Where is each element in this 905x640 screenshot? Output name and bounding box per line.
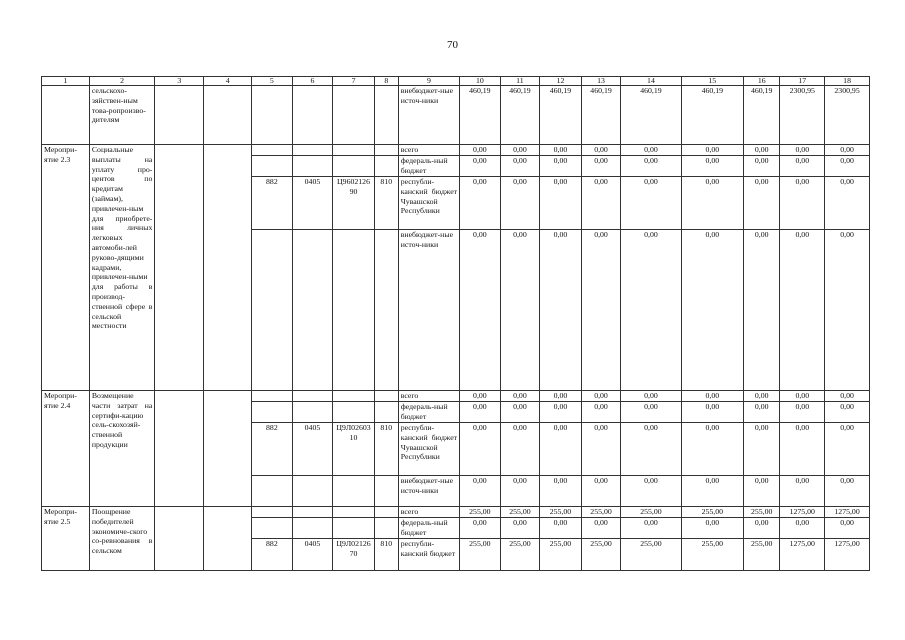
value-cell: 0,00 (460, 391, 501, 402)
value-cell: 0,00 (581, 156, 621, 177)
value-cell: 0,00 (825, 156, 870, 177)
empty-cell (333, 476, 375, 507)
empty-cell (374, 391, 398, 402)
empty-cell (333, 391, 375, 402)
column-number-17: 17 (780, 77, 825, 86)
value-cell: 255,00 (500, 539, 540, 571)
column-number-11: 11 (500, 77, 540, 86)
empty-cell (252, 476, 293, 507)
empty-cell (333, 86, 375, 145)
value-cell: 0,00 (744, 391, 780, 402)
column-number-row (42, 77, 870, 86)
empty-cell (292, 145, 333, 156)
measure-label: Меропри-ятие 2.5 (42, 507, 90, 571)
measure-row (42, 145, 870, 156)
value-cell: 460,19 (540, 86, 582, 145)
value-cell: 0,00 (540, 145, 582, 156)
value-cell: 255,00 (621, 507, 681, 518)
value-cell: 0,00 (500, 423, 540, 476)
value-cell: 0,00 (744, 423, 780, 476)
value-cell: 0,00 (681, 145, 743, 156)
value-cell: 0,00 (780, 402, 825, 423)
value-cell: 0,00 (780, 145, 825, 156)
grbs-code: 882 (252, 177, 293, 230)
value-cell: 0,00 (780, 423, 825, 476)
value-cell: 0,00 (500, 391, 540, 402)
column-number-10: 10 (460, 77, 501, 86)
value-cell: 2300,95 (780, 86, 825, 145)
value-cell: 0,00 (621, 402, 681, 423)
empty-cell (252, 507, 293, 518)
empty-cell (292, 156, 333, 177)
value-cell: 255,00 (581, 539, 621, 571)
empty-cell (374, 156, 398, 177)
empty-cell (333, 402, 375, 423)
value-cell: 0,00 (744, 230, 780, 391)
column-number-1: 1 (42, 77, 90, 86)
value-cell: 0,00 (621, 145, 681, 156)
page-number: 70 (447, 39, 458, 51)
measure-label: Меропри-ятие 2.4 (42, 391, 90, 507)
column-number-12: 12 (540, 77, 582, 86)
value-cell: 0,00 (780, 476, 825, 507)
empty-cell (333, 156, 375, 177)
value-cell: 0,00 (581, 145, 621, 156)
value-cell: 460,19 (581, 86, 621, 145)
value-cell: 0,00 (825, 423, 870, 476)
value-cell: 0,00 (581, 177, 621, 230)
value-cell: 0,00 (500, 476, 540, 507)
value-cell: 0,00 (825, 476, 870, 507)
empty-cell (292, 391, 333, 402)
expense-type-code: 810 (374, 423, 398, 476)
funding-source: всего (398, 391, 459, 402)
value-cell: 0,00 (621, 230, 681, 391)
value-cell: 0,00 (500, 145, 540, 156)
value-cell: 0,00 (540, 402, 582, 423)
empty-cell (333, 518, 375, 539)
funding-source-cell: внебюджет-ные источ-ники (398, 86, 459, 145)
measure-label-cell (42, 86, 90, 145)
empty-cell (252, 156, 293, 177)
value-cell: 0,00 (500, 177, 540, 230)
value-cell: 0,00 (540, 476, 582, 507)
value-cell: 0,00 (780, 177, 825, 230)
funding-source: всего (398, 507, 459, 518)
empty-cell (204, 86, 252, 145)
value-cell: 255,00 (744, 539, 780, 571)
value-cell: 255,00 (540, 507, 582, 518)
value-cell: 0,00 (621, 156, 681, 177)
empty-cell (333, 507, 375, 518)
measure-label: Меропри-ятие 2.3 (42, 145, 90, 391)
value-cell: 0,00 (780, 391, 825, 402)
empty-cell (252, 145, 293, 156)
measure-row (42, 507, 870, 518)
value-cell: 0,00 (540, 156, 582, 177)
empty-cell (204, 391, 252, 507)
value-cell: 0,00 (581, 391, 621, 402)
empty-cell (155, 391, 204, 507)
column-number-4: 4 (204, 77, 252, 86)
value-cell: 0,00 (460, 423, 501, 476)
empty-cell (333, 145, 375, 156)
empty-cell (252, 230, 293, 391)
expense-type-code: 810 (374, 539, 398, 571)
value-cell: 460,19 (744, 86, 780, 145)
value-cell: 0,00 (540, 391, 582, 402)
value-cell: 0,00 (581, 518, 621, 539)
column-number-3: 3 (155, 77, 204, 86)
empty-cell (374, 518, 398, 539)
funding-source: федераль-ный бюджет (398, 402, 459, 423)
empty-cell (292, 507, 333, 518)
value-cell: 0,00 (500, 518, 540, 539)
measure-name: Поощрение победителей экономиче-ского со-ревнования в сельском (89, 507, 155, 571)
funding-source: внебюджет-ные источ-ники (398, 230, 459, 391)
empty-cell (374, 86, 398, 145)
budget-table (41, 76, 870, 571)
value-cell: 0,00 (744, 145, 780, 156)
value-cell: 0,00 (540, 518, 582, 539)
empty-cell (374, 145, 398, 156)
target-article-code: Ц960212690 (333, 177, 375, 230)
measure-row (42, 391, 870, 402)
empty-cell (292, 518, 333, 539)
empty-cell (374, 507, 398, 518)
column-number-15: 15 (681, 77, 743, 86)
value-cell: 0,00 (825, 145, 870, 156)
target-article-code: Ц9Л0212670 (333, 539, 375, 571)
value-cell: 460,19 (460, 86, 501, 145)
value-cell: 0,00 (540, 230, 582, 391)
empty-cell (252, 402, 293, 423)
value-cell: 0,00 (621, 518, 681, 539)
value-cell: 0,00 (581, 402, 621, 423)
value-cell: 1275,00 (825, 507, 870, 518)
value-cell: 255,00 (540, 539, 582, 571)
value-cell: 0,00 (581, 476, 621, 507)
value-cell: 255,00 (460, 507, 501, 518)
column-number-8: 8 (374, 77, 398, 86)
value-cell: 0,00 (780, 230, 825, 391)
value-cell: 255,00 (581, 507, 621, 518)
value-cell: 255,00 (500, 507, 540, 518)
value-cell: 0,00 (744, 518, 780, 539)
empty-cell (252, 391, 293, 402)
column-number-18: 18 (825, 77, 870, 86)
empty-cell (155, 86, 204, 145)
empty-cell (204, 145, 252, 391)
value-cell: 0,00 (621, 177, 681, 230)
column-number-13: 13 (581, 77, 621, 86)
column-number-5: 5 (252, 77, 293, 86)
funding-source: федераль-ный бюджет (398, 156, 459, 177)
value-cell: 1275,00 (780, 507, 825, 518)
value-cell: 0,00 (460, 177, 501, 230)
value-cell: 0,00 (460, 156, 501, 177)
empty-cell (155, 507, 204, 571)
funding-source: республи-канский бюджет Чувашской Республики (398, 423, 459, 476)
value-cell: 0,00 (744, 402, 780, 423)
value-cell: 0,00 (460, 476, 501, 507)
funding-source: федераль-ный бюджет (398, 518, 459, 539)
value-cell: 0,00 (825, 518, 870, 539)
empty-cell (252, 518, 293, 539)
funding-source: всего (398, 145, 459, 156)
section-code: 0405 (292, 539, 333, 571)
column-number-6: 6 (292, 77, 333, 86)
value-cell: 0,00 (681, 476, 743, 507)
column-number-7: 7 (333, 77, 375, 86)
value-cell: 0,00 (540, 423, 582, 476)
empty-cell (204, 507, 252, 571)
expense-type-code: 810 (374, 177, 398, 230)
column-number-14: 14 (621, 77, 681, 86)
value-cell: 0,00 (681, 177, 743, 230)
empty-cell (292, 86, 333, 145)
measure-name-cell: сельскохо-зяйствен-ным това-ропроизво-дителям (89, 86, 155, 145)
value-cell: 1275,00 (825, 539, 870, 571)
target-article-code: Ц9Л0260310 (333, 423, 375, 476)
value-cell: 0,00 (681, 156, 743, 177)
value-cell: 255,00 (681, 539, 743, 571)
funding-source: республи-канский бюджет Чувашской Республики (398, 177, 459, 230)
empty-cell (155, 145, 204, 391)
column-number-16: 16 (744, 77, 780, 86)
value-cell: 0,00 (780, 518, 825, 539)
grbs-code: 882 (252, 539, 293, 571)
value-cell: 0,00 (581, 230, 621, 391)
continuation-row (42, 86, 870, 145)
value-cell: 0,00 (460, 230, 501, 391)
value-cell: 255,00 (681, 507, 743, 518)
empty-cell (374, 476, 398, 507)
value-cell: 0,00 (460, 145, 501, 156)
empty-cell (252, 86, 293, 145)
value-cell: 0,00 (460, 402, 501, 423)
value-cell: 0,00 (744, 476, 780, 507)
section-code: 0405 (292, 423, 333, 476)
value-cell: 0,00 (540, 177, 582, 230)
value-cell: 0,00 (500, 156, 540, 177)
value-cell: 0,00 (681, 391, 743, 402)
value-cell: 0,00 (621, 391, 681, 402)
value-cell: 2300,95 (825, 86, 870, 145)
value-cell: 0,00 (825, 402, 870, 423)
value-cell: 0,00 (681, 518, 743, 539)
empty-cell (374, 230, 398, 391)
value-cell: 0,00 (825, 230, 870, 391)
value-cell: 255,00 (744, 507, 780, 518)
measure-name: Возмещение части затрат на сертифи-кацию сель-скохозяй-ственной продукции (89, 391, 155, 507)
empty-cell (292, 230, 333, 391)
grbs-code: 882 (252, 423, 293, 476)
value-cell: 0,00 (681, 402, 743, 423)
value-cell: 0,00 (581, 423, 621, 476)
column-number-9: 9 (398, 77, 459, 86)
value-cell: 0,00 (460, 518, 501, 539)
value-cell: 1275,00 (780, 539, 825, 571)
measure-name: Социальные выплаты на уплату про-центов по кредитам (займам), привлечен-ным для приобрете-ния личных легковых автомоби-лей руково-дящими кадрами, привлечен-ными для работы в производ-ственной сфере в сельской местности (89, 145, 155, 391)
value-cell: 0,00 (500, 230, 540, 391)
column-number-2: 2 (89, 77, 155, 86)
empty-cell (292, 402, 333, 423)
empty-cell (292, 476, 333, 507)
funding-source: внебюджет-ные источ-ники (398, 476, 459, 507)
empty-cell (333, 230, 375, 391)
funding-source: республи-канский бюджет (398, 539, 459, 571)
empty-cell (374, 402, 398, 423)
value-cell: 0,00 (744, 156, 780, 177)
value-cell: 255,00 (460, 539, 501, 571)
value-cell: 0,00 (825, 177, 870, 230)
value-cell: 460,19 (621, 86, 681, 145)
value-cell: 0,00 (780, 156, 825, 177)
value-cell: 0,00 (681, 230, 743, 391)
section-code: 0405 (292, 177, 333, 230)
value-cell: 0,00 (825, 391, 870, 402)
value-cell: 0,00 (500, 402, 540, 423)
value-cell: 0,00 (744, 177, 780, 230)
value-cell: 0,00 (621, 423, 681, 476)
value-cell: 0,00 (681, 423, 743, 476)
value-cell: 0,00 (621, 476, 681, 507)
value-cell: 460,19 (681, 86, 743, 145)
value-cell: 460,19 (500, 86, 540, 145)
value-cell: 255,00 (621, 539, 681, 571)
